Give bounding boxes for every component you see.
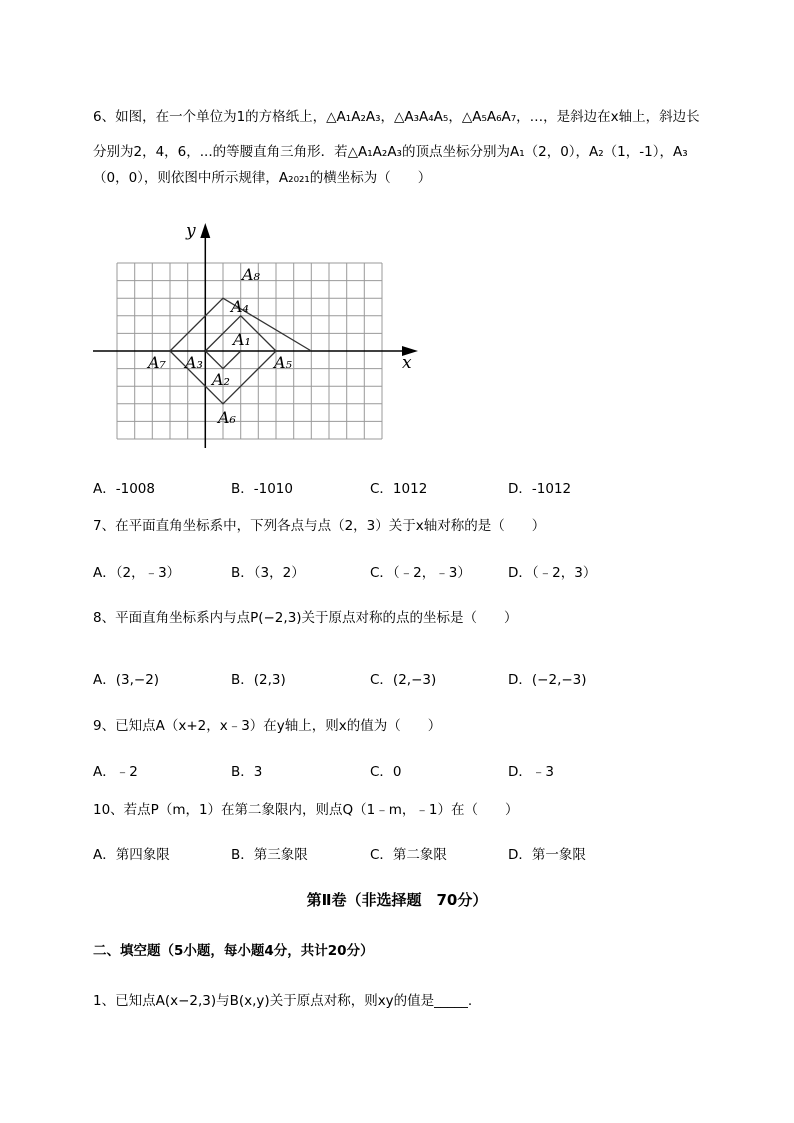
y-axis-label: y [186, 221, 196, 241]
q8-text: 8、平面直角坐标系内与点P(−2,3)关于原点对称的点的坐标是（ ） [93, 610, 518, 626]
q9-option-c: C．0 [370, 764, 402, 780]
fill-in-heading: 二、填空题（5小题，每小题4分，共计20分） [93, 943, 374, 959]
q10-text: 10、若点P（m，1）在第二象限内，则点Q（1﹣m，﹣1）在（ ） [93, 802, 519, 818]
q8-option-c: C．(2,−3) [370, 672, 437, 688]
q8-option-b: B．(2,3) [231, 672, 286, 688]
label-a1: A₁ [233, 330, 251, 349]
q9-option-b: B．3 [231, 764, 263, 780]
q10-option-c: C．第二象限 [370, 847, 447, 863]
x-axis-label: x [402, 353, 412, 373]
q7-option-c: C．（﹣2，﹣3） [370, 565, 471, 581]
q6-option-d: D．-1012 [508, 481, 572, 497]
label-a5: A₅ [274, 353, 292, 372]
q10-option-b: B．第三象限 [231, 847, 308, 863]
q6-line-2: 分别为2，4，6，...的等腰直角三角形．若△A₁A₂A₃的顶点坐标分别为A₁（2，0），A₂（1，-1），A₃ [93, 144, 688, 160]
label-a6: A₆ [218, 408, 236, 427]
section-2-title: 第Ⅱ卷（非选择题 70分） [306, 891, 488, 909]
q9-option-d: D．﹣3 [508, 764, 554, 780]
q8-option-a: A．(3,−2) [93, 672, 160, 688]
q10-option-d: D．第一象限 [508, 847, 586, 863]
y-axis-arrow [200, 223, 210, 238]
q7-text: 7、在平面直角坐标系中，下列各点与点（2，3）关于x轴对称的是（ ） [93, 518, 546, 534]
q6-line-3: （0，0），则依图中所示规律，A₂₀₂₁的横坐标为（ ） [93, 170, 432, 186]
q8-option-d: D．(−2,−3) [508, 672, 587, 688]
q9-option-a: A．﹣2 [93, 764, 138, 780]
label-a4: A₄ [231, 297, 249, 316]
q10-option-a: A．第四象限 [93, 847, 170, 863]
q6-option-b: B．-1010 [231, 481, 293, 497]
label-a8: A₈ [242, 265, 260, 284]
label-a7: A₇ [148, 353, 166, 372]
q6-option-c: C．1012 [370, 481, 428, 497]
q7-option-a: A．（2，﹣3） [93, 565, 181, 581]
label-a3: A₃ [185, 353, 203, 372]
q6-figure [90, 220, 420, 450]
q6-line-1: 6、如图，在一个单位为1的方格纸上，△A₁A₂A₃，△A₃A₄A₅，△A₅A₆A₇，…，是斜边在x轴上，斜边长 [93, 109, 700, 125]
q6-option-a: A．-1008 [93, 481, 155, 497]
q7-option-d: D．（﹣2，3） [508, 565, 597, 581]
q9-text: 9、已知点A（x+2，x﹣3）在y轴上，则x的值为（ ） [93, 718, 442, 734]
fill-question-1: 1、已知点A(x−2,3)与B(x,y)关于原点对称，则xy的值是_____. [93, 993, 473, 1009]
label-a2: A₂ [212, 370, 230, 389]
q7-option-b: B．（3，2） [231, 565, 305, 581]
